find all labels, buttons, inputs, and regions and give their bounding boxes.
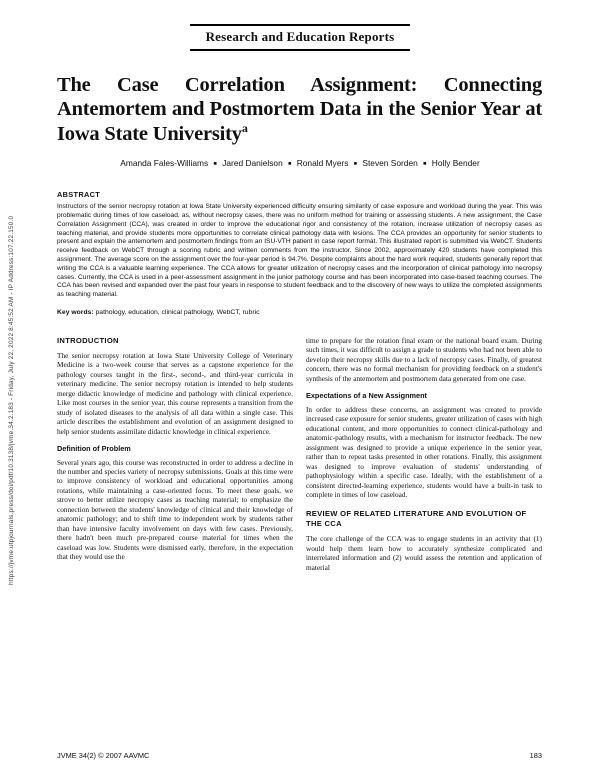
definition-of-problem-text: Several years ago, this course was reconstructed in order to address a decline in the number and species variety of necropsy submissions. Goals at this time were to improve consistency of workload and educational opportunities among rotations, while maintaining a case-oriented focus. To meet these goals, we strove to better utilize necropsy cases as teaching material; to emphasize the connection between the students' knowledge of clinical and their knowledge of anatomic pathology; and to shift time to independent work by students rather than have intensive faculty involvement on days with few cases. Previously, there hadn't been much pre-prepared course material for times when the caseload was low. Students were dismissed early, therefore, in the expectation that they would use the bbox=[57, 457, 293, 562]
article-title-text: The Case Correlation Assignment: Connecting Antemortem and Postmortem Data in the Senior Year at Iowa State University bbox=[57, 74, 542, 146]
keywords-line bbox=[57, 309, 542, 316]
expectations-heading: Expectations of a New Assignment bbox=[306, 391, 427, 401]
abstract-section bbox=[57, 190, 542, 315]
author-separator: ■ bbox=[353, 161, 358, 168]
keywords-text: pathology, education, clinical pathology, WebCT, rubric bbox=[95, 308, 260, 316]
download-stamp: https://jvme.utpjournals.press/doi/pdf/10.3138/jvme.34.2.183 - Friday, July 22, 2022 8:45:52 AM - IP Address:107.22.150.0 bbox=[8, 215, 15, 585]
author-separator: ■ bbox=[213, 161, 217, 168]
column-right bbox=[306, 336, 542, 688]
column-left bbox=[57, 336, 293, 688]
title-footnote-marker: a bbox=[241, 121, 248, 136]
definition-of-problem-heading: Definition of Problem bbox=[57, 444, 131, 454]
page-footer bbox=[57, 751, 542, 760]
section-banner: Research and Education Reports bbox=[190, 24, 411, 51]
author-name: Amanda Fales-Williams bbox=[120, 158, 209, 169]
introduction-heading: INTRODUCTION bbox=[57, 335, 119, 345]
review-heading: REVIEW OF RELATED LITERATURE AND EVOLUTION OF THE CCA bbox=[306, 508, 527, 528]
author-separator: ■ bbox=[423, 161, 427, 168]
article-title bbox=[57, 73, 542, 146]
journal-issue-info: JVME 34(2) © 2007 AAVMC bbox=[57, 751, 150, 760]
continuation-text: time to prepare for the rotation final exam or the national board exam. During such times, it was difficult to assign a grade to students who had not been able to develop their necropsy skills due to a lack of necropsy cases. Finally, of greatest concern, there was no formal mechanism for providing feedback on a student's synthesis of the antemortem and postmortem data generated from one case. bbox=[306, 335, 542, 383]
author-name: Steven Sorden bbox=[362, 158, 418, 169]
abstract-text: Instructors of the senior necropsy rotation at Iowa State University experienced difficulty ensuring similarity of case exposure and workload during the year. This was problematic during times of low caseload, as, without necropsy cases, there was no uniform method for training or assessing students. A new assignment, the Case Correlation Assignment (CCA), was created in order to improve the educational rigor and consistency of the rotation, increase utilization of necropsy cases as teaching material, and provide students more opportunities to correlate clinical pathology data with lesions. The CCA provides an opportunity for senior students to present and explain the antemortem and postmortem findings from an ISU-VTH patient in case report format. This illustrated report is submitted via WebCT. Students receive feedback on WebCT through a scoring rubric and written comments from the instructor. Since 2002, approximately 420 students have completed this assignment. The average score on the assignment over the four-year period is 94.7%. Despite complaints about the hard work required, students generally report that writing the CCA is a valuable learning experience. The CCA allows for greater utilization of necropsy cases and the incorporation of clinical pathology into necropsy cases. Currently, the CCA is used in a peer-assessment assignment in the junior pathology course and has been incorporated into case-based teaching courses. The CCA has been revised and expanded over the past four years in response to student feedback and to the discovery of new ways to utilize the completed assignments as teaching material. bbox=[57, 203, 542, 299]
introduction-text: The senior necropsy rotation at Iowa State University College of Veterinary Medicine is a two-week course that serves as a capstone experience for the pathology courses taught in the first-, second-, and third-year curricula in veterinary medicine. The senior necropsy rotation is intended to help students merge didactic knowledge of medicine and pathology with clinical experience. Like most courses in the senior year, this course represents a transition from the study of isolated diseases to the analysis of all data within a single case. This article describes the establishment and evolution of an assignment designed to help senior students assimilate didactic knowledge in clinical experience. bbox=[57, 350, 293, 436]
abstract-heading: ABSTRACT bbox=[57, 190, 101, 200]
author-name: Ronald Myers bbox=[296, 158, 349, 169]
body-columns bbox=[57, 336, 542, 688]
review-text: The core challenge of the CCA was to engage students in an activity that (1) would help them learn how to accurately synthesize complicated and interrelated information and (2) would assess the retention and application of material bbox=[306, 534, 542, 572]
expectations-text: In order to address these concerns, an assignment was created to provide increased case exposure for senior students, greater utilization of cases with high educational content, and more opportunities to connect clinical-pathology and anatomic-pathology results, with a mechanism for instructor feedback. The new assignment was designed to provide a unique experience in the senior year, rather than to repeat tasks presented in other rotations. Finally, this assignment was designed to improve evaluation of students' understanding of pathophysiology within a specific case. Ideally, with the establishment of a consistent directed-learning experience, students would have a built-in task to complete in times of low caseload. bbox=[306, 404, 542, 500]
author-separator: ■ bbox=[288, 161, 292, 168]
author-name: Jared Danielson bbox=[222, 158, 283, 169]
author-name: Holly Bender bbox=[431, 158, 480, 169]
page-number: 183 bbox=[529, 751, 542, 760]
keywords-label: Key words: bbox=[57, 308, 94, 316]
authors-line bbox=[57, 158, 543, 168]
